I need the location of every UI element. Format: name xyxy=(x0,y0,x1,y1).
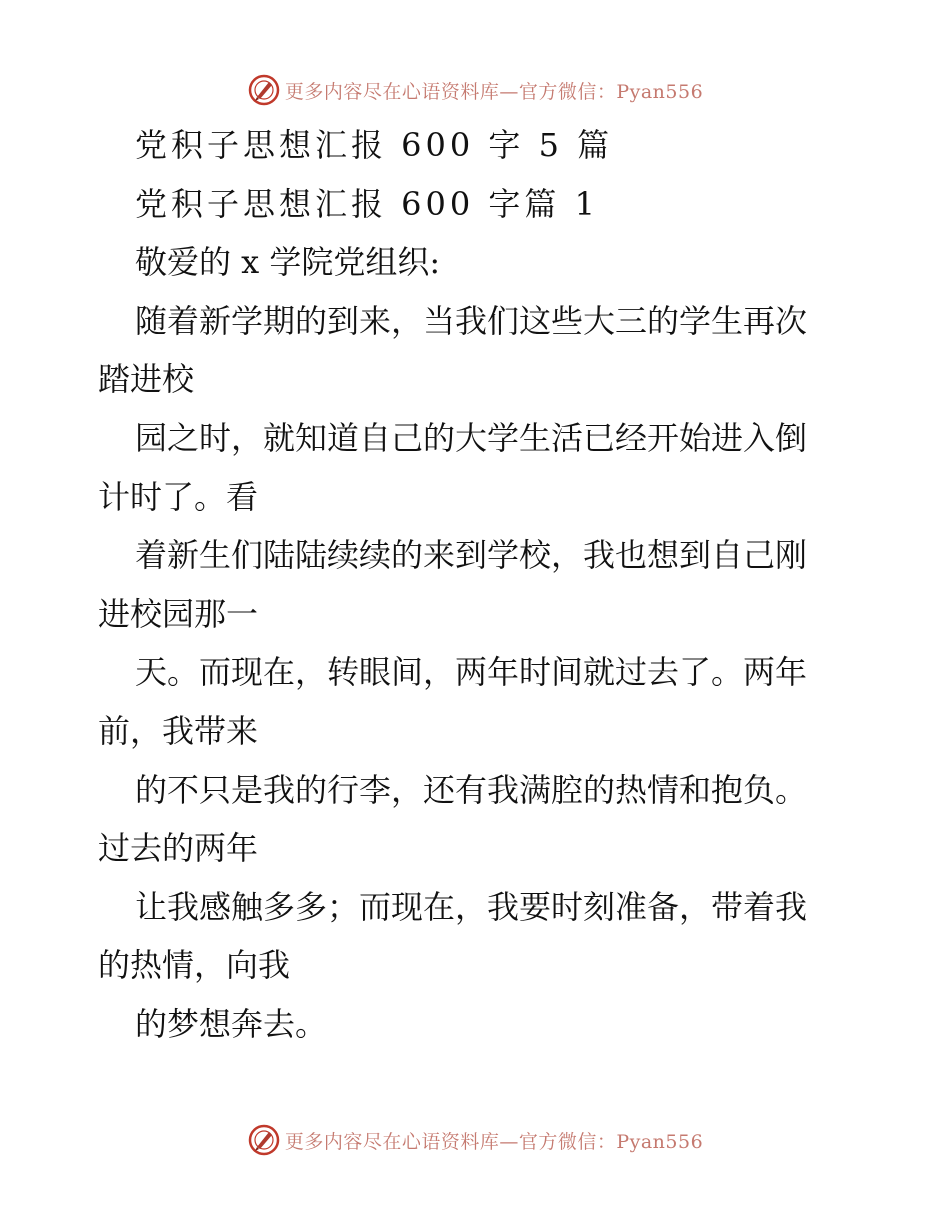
paragraph-line: 让我感触多多；而现在，我要时刻准备，带着我 xyxy=(135,887,808,926)
paragraph-line: 踏进校 xyxy=(98,360,195,399)
header-watermark-text: 更多内容尽在心语资料库—官方微信：Pyan556 xyxy=(284,80,704,103)
header-watermark xyxy=(0,70,950,110)
paragraph-line: 计时了。看 xyxy=(98,477,259,516)
doc-subtitle: 党积子思想汇报 600 字篇 1 xyxy=(135,184,599,223)
quill-logo-icon xyxy=(247,1123,281,1157)
doc-title: 党积子思想汇报 600 字 5 篇 xyxy=(135,126,614,164)
paragraph-line: 着新生们陆陆续续的来到学校，我也想到自己刚 xyxy=(135,536,808,575)
footer-watermark-text: 更多内容尽在心语资料库—官方微信：Pyan556 xyxy=(284,1130,704,1153)
paragraph-line: 园之时，就知道自己的大学生活已经开始进入倒 xyxy=(135,418,808,457)
paragraph-line: 前，我带来 xyxy=(98,711,259,750)
paragraph-line: 过去的两年 xyxy=(98,829,259,868)
quill-logo-icon xyxy=(247,73,281,107)
paragraph-line: 的梦想奔去。 xyxy=(135,1004,328,1043)
paragraph-line: 的热情，向我 xyxy=(98,946,291,985)
paragraph-line: 随着新学期的到来，当我们这些大三的学生再次 xyxy=(135,301,808,340)
document-body xyxy=(0,116,950,1054)
salutation: 敬爱的 x 学院党组织: xyxy=(135,243,441,282)
paragraph-line: 天。而现在，转眼间，两年时间就过去了。两年 xyxy=(135,653,808,692)
footer-watermark xyxy=(0,1120,950,1160)
paragraph-line: 的不只是我的行李，还有我满腔的热情和抱负。 xyxy=(135,770,808,809)
paragraph-line: 进校园那一 xyxy=(98,594,259,633)
